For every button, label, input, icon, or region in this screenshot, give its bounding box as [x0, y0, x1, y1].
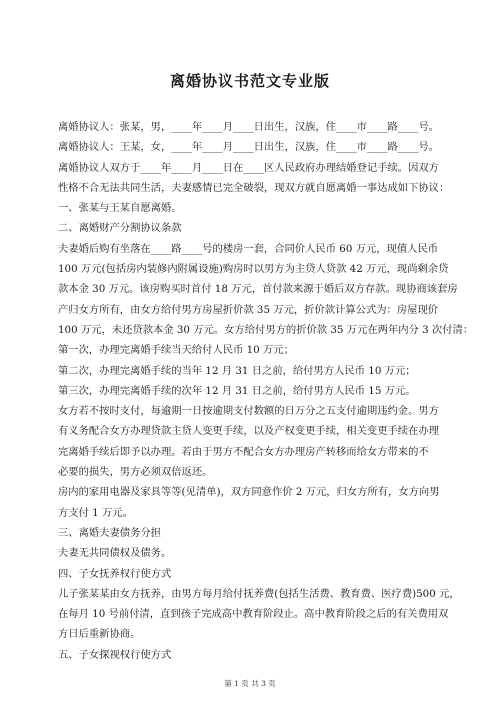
text-line: 必要的损失，男方必须双倍返还。 [58, 466, 213, 479]
document-body [58, 117, 474, 665]
text-line: 离婚协议人：张某，男，____年____月____日出生，汉族，住____市____路____号。 [58, 121, 439, 133]
text-line: 一、张某与王某自愿离婚。 [58, 202, 182, 215]
text-line: 女方若不按时支付，每逾期一日按逾期支付数额的日万分之五支付逾期违约金。男方 [58, 405, 439, 418]
text-line: 五、子女探视权行使方式 [58, 648, 172, 661]
text-line: 二、离婚财产分割协议条款 [58, 222, 182, 235]
text-line: 产归女方所有，由女方给付男方房屋折价款 35 万元，折价款计算公式为：房屋现价 [58, 303, 439, 316]
text-line: 完离婚手续后即予以办理。若由于男方不配合女方办理房产转移而给女方带来的不 [58, 445, 429, 458]
text-line: 在每月 10 号前付清，直到孩子完成高中教育阶段止。高中教育阶段之后的有关费用双 [58, 608, 449, 621]
text-line: 夫妻无共同债权及债务。 [58, 547, 172, 560]
document-title: 离婚协议书范文专业版 [169, 72, 330, 90]
text-line: 第二次，办理完离婚手续的当年 12 月 31 日之前，给付男方人民币 10 万元； [58, 364, 416, 377]
text-line: 离婚协议人：王某，女，____年____月____日出生，汉族，住____市____路____号。 [58, 141, 439, 154]
text-line: 房内的家用电器及家具等等(见清单)，双方同意作价 2 万元，归女方所有，女方向男 [58, 486, 440, 499]
text-line: 100 万元(包括房内装修内附属设施)购房时以男方为主贷人贷款 42 万元，现尚剩余贷 [58, 263, 449, 276]
text-line: 100 万元，未还贷款本金 30 万元。女方给付男方的折价款 35 万元在两年内分 3 次付清： [58, 323, 474, 336]
text-line: 性格不合无法共同生活，夫妻感情已完全破裂，现双方就自愿离婚一事达成如下协议： [58, 181, 450, 194]
text-line: 方日后重新协商。 [58, 628, 141, 641]
page-footer: 第 1 页 共 3 页 [224, 679, 276, 688]
text-line: 第一次，办理完离婚手续当天给付人民币 10 万元； [58, 344, 294, 357]
text-line: 夫妻婚后购有坐落在____路____号的楼房一套，合同价人民币 60 万元，现值人民币 [58, 242, 439, 255]
text-line: 四、子女抚养权行使方式 [58, 567, 172, 580]
text-line: 款本金 30 万元。该房购买时首付 18 万元，首付款来源于婚后双方存款。现协商该套房 [58, 283, 458, 296]
text-line: 离婚协议人双方于____年____月____日在____区人民政府办理结婚登记手续。因双方 [58, 161, 439, 174]
text-line: 三、离婚夫妻债务分担 [58, 526, 161, 539]
text-line: 儿子张某某由女方抚养，由男方每月给付抚养费(包括生活费、教育费、医疗费)500 元， [58, 587, 460, 600]
text-line: 方支付 1 万元。 [58, 506, 133, 519]
text-line: 有义务配合女方办理贷款主贷人变更手续，以及产权变更手续，相关变更手续在办理 [58, 425, 439, 438]
text-line: 第三次，办理完离婚手续的次年 12 月 31 日之前，给付男方人民币 15 万元。 [58, 384, 416, 397]
